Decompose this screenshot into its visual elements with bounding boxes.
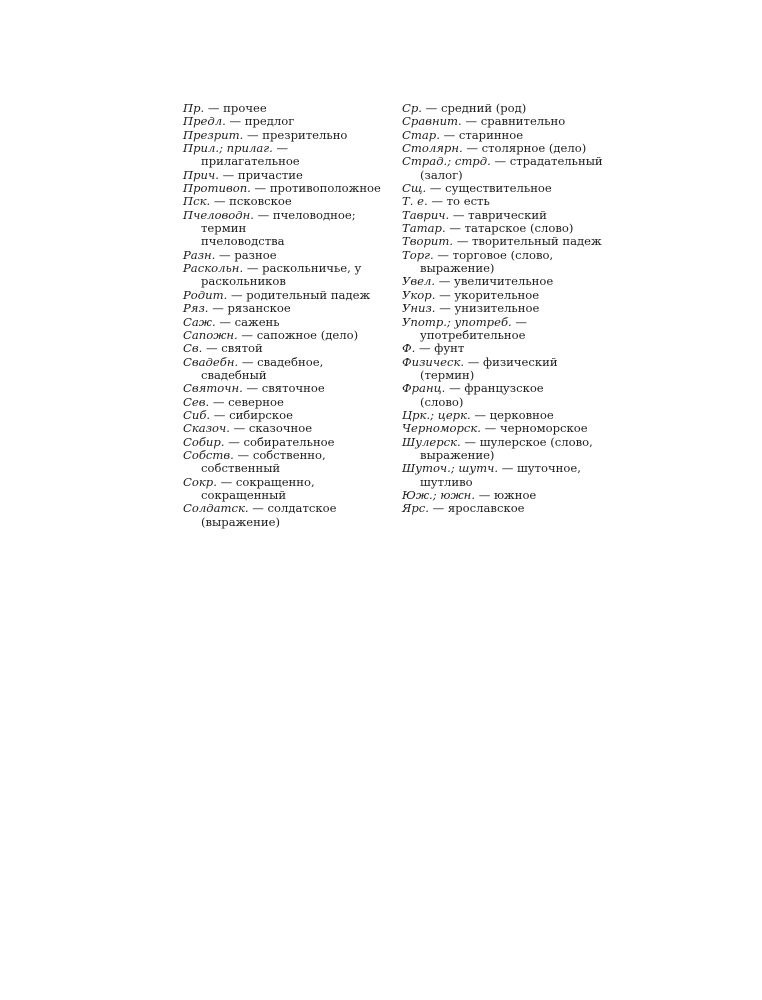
entry-first-line bbox=[183, 316, 388, 329]
entry-continuation-line bbox=[183, 155, 388, 168]
abbreviation-definition: — укорительное bbox=[439, 287, 540, 302]
abbreviation-term: Собир. bbox=[183, 434, 225, 449]
entry-first-line bbox=[402, 182, 602, 195]
abbreviation-definition: — предлог bbox=[229, 114, 295, 129]
abbreviation-entry bbox=[402, 342, 602, 355]
abbreviation-term: Ярс. bbox=[402, 501, 429, 516]
entry-continuation-line bbox=[402, 262, 602, 275]
abbreviation-definition: — существительное bbox=[429, 181, 552, 196]
abbreviation-term: Пск. bbox=[183, 194, 211, 209]
abbreviation-definition: — торговое (слово, bbox=[437, 247, 554, 262]
abbreviation-definition: — то есть bbox=[431, 194, 490, 209]
abbreviation-term: Сев. bbox=[183, 394, 210, 409]
abbreviation-entry bbox=[183, 249, 388, 262]
abbreviation-definition: — северное bbox=[212, 394, 284, 409]
abbreviation-definition: — страдательный bbox=[494, 154, 603, 169]
abbreviation-entry bbox=[402, 142, 602, 155]
abbreviation-entry bbox=[402, 102, 602, 115]
abbreviation-definition: — таврический bbox=[452, 207, 547, 222]
entry-first-line bbox=[402, 409, 602, 422]
abbreviation-term: Франц. bbox=[402, 381, 446, 396]
entry-continuation-line bbox=[183, 516, 388, 529]
abbreviation-entry bbox=[183, 476, 388, 503]
abbreviation-term: Физическ. bbox=[402, 354, 465, 369]
abbreviation-term: Сказоч. bbox=[183, 421, 230, 436]
abbreviation-definition: — южное bbox=[478, 487, 537, 502]
entry-first-line bbox=[183, 142, 388, 155]
abbreviation-entry bbox=[183, 195, 388, 208]
entry-first-line bbox=[183, 249, 388, 262]
entry-continuation-line bbox=[402, 449, 602, 462]
abbreviation-entry bbox=[183, 302, 388, 315]
abbreviation-entry bbox=[183, 356, 388, 383]
entry-first-line bbox=[183, 209, 388, 222]
entry-first-line bbox=[183, 169, 388, 182]
entry-first-line bbox=[183, 102, 388, 115]
abbreviation-term: Употр.; употреб. bbox=[402, 314, 512, 329]
entry-first-line bbox=[402, 275, 602, 288]
abbreviation-term: Ф. bbox=[402, 341, 416, 356]
abbreviation-definition: — презрительно bbox=[246, 127, 348, 142]
entry-first-line bbox=[183, 342, 388, 355]
abbreviation-term: Пр. bbox=[183, 101, 205, 115]
abbreviation-term: Столярн. bbox=[402, 141, 463, 156]
abbreviation-definition: выражение) bbox=[420, 261, 495, 276]
abbreviation-definition: — святой bbox=[206, 341, 263, 356]
entry-continuation-line bbox=[402, 369, 602, 382]
abbreviation-entry bbox=[183, 396, 388, 409]
entry-first-line bbox=[402, 356, 602, 369]
abbreviation-entry bbox=[183, 209, 388, 249]
entry-continuation-line bbox=[183, 275, 388, 288]
abbreviation-entry bbox=[402, 275, 602, 288]
abbreviation-term: Ср. bbox=[402, 101, 422, 115]
abbreviation-entry bbox=[402, 409, 602, 422]
entry-first-line bbox=[183, 476, 388, 489]
abbreviation-definition: — ярославское bbox=[432, 501, 525, 516]
abbreviation-definition: — старинное bbox=[443, 127, 524, 142]
abbreviation-definition: — противоположное bbox=[254, 181, 381, 196]
abbreviation-term: Разн. bbox=[183, 247, 216, 262]
entry-first-line bbox=[402, 489, 602, 502]
abbreviation-term: Униз. bbox=[402, 301, 436, 316]
abbreviation-definition: — родительный падеж bbox=[230, 287, 371, 302]
abbreviation-term: Т. е. bbox=[402, 194, 428, 209]
abbreviation-entry bbox=[402, 422, 602, 435]
abbreviation-term: Прил.; прилаг. bbox=[183, 141, 273, 156]
abbreviation-term: Укор. bbox=[402, 287, 436, 302]
abbreviations-column-right bbox=[402, 102, 602, 516]
abbreviation-definition: — творительный падеж bbox=[456, 234, 602, 249]
abbreviation-entry bbox=[402, 436, 602, 463]
abbreviation-definition: — татарское (слово) bbox=[449, 221, 574, 236]
abbreviation-definition: — псковское bbox=[213, 194, 292, 209]
entry-continuation-line bbox=[183, 235, 388, 248]
abbreviation-term: Черноморск. bbox=[402, 421, 481, 436]
abbreviation-entry bbox=[183, 449, 388, 476]
abbreviation-entry bbox=[402, 195, 602, 208]
abbreviation-term: Солдатск. bbox=[183, 501, 249, 516]
abbreviation-definition: раскольников bbox=[201, 274, 286, 289]
abbreviation-term: Сапожн. bbox=[183, 327, 238, 342]
abbreviation-term: Противоп. bbox=[183, 181, 251, 196]
abbreviation-term: Сокр. bbox=[183, 474, 217, 489]
entry-first-line bbox=[402, 102, 602, 115]
abbreviation-definition: — сибирское bbox=[213, 407, 294, 422]
entry-first-line bbox=[183, 262, 388, 275]
abbreviation-entry bbox=[183, 382, 388, 395]
abbreviation-definition: — свадебное, bbox=[241, 354, 324, 369]
abbreviation-definition: — причастие bbox=[222, 167, 303, 182]
abbreviation-entry bbox=[183, 422, 388, 435]
abbreviation-definition: — столярное (дело) bbox=[466, 141, 587, 156]
entry-first-line bbox=[402, 129, 602, 142]
entry-first-line bbox=[183, 396, 388, 409]
abbreviation-definition: — пчеловодное; bbox=[257, 207, 356, 222]
abbreviation-definition: — шуточное, bbox=[501, 461, 581, 476]
abbreviation-term: Св. bbox=[183, 341, 203, 356]
abbreviation-definition: (термин) bbox=[420, 367, 475, 382]
entry-continuation-line bbox=[402, 329, 602, 342]
abbreviation-entry bbox=[402, 249, 602, 276]
abbreviation-definition: термин bbox=[201, 221, 247, 236]
abbreviation-definition: — bbox=[515, 314, 528, 329]
abbreviation-entry bbox=[183, 289, 388, 302]
abbreviation-definition: — черноморское bbox=[484, 421, 588, 436]
abbreviation-entry bbox=[183, 316, 388, 329]
entry-continuation-line bbox=[402, 396, 602, 409]
entry-continuation-line bbox=[183, 489, 388, 502]
abbreviation-term: Пчеловодн. bbox=[183, 207, 254, 222]
entry-continuation-line bbox=[402, 476, 602, 489]
abbreviation-definition: прилагательное bbox=[201, 154, 300, 169]
abbreviation-term: Собств. bbox=[183, 447, 234, 462]
abbreviation-term: Родит. bbox=[183, 287, 228, 302]
entry-first-line bbox=[183, 302, 388, 315]
abbreviation-entry bbox=[183, 329, 388, 342]
abbreviation-definition: (залог) bbox=[420, 167, 463, 182]
entry-first-line bbox=[183, 182, 388, 195]
entry-first-line bbox=[402, 316, 602, 329]
entry-first-line bbox=[402, 155, 602, 168]
abbreviation-term: Сиб. bbox=[183, 407, 211, 422]
abbreviation-definition: выражение) bbox=[420, 447, 495, 462]
abbreviation-entry bbox=[402, 302, 602, 315]
abbreviation-entry bbox=[183, 502, 388, 529]
abbreviation-term: Татар. bbox=[402, 221, 446, 236]
abbreviation-definition: — французское bbox=[449, 381, 544, 396]
abbreviation-definition: — унизительное bbox=[439, 301, 540, 316]
abbreviation-entry bbox=[183, 129, 388, 142]
abbreviation-term: Страд.; стрд. bbox=[402, 154, 491, 169]
abbreviation-term: Црк.; церк. bbox=[402, 407, 471, 422]
abbreviation-entry bbox=[402, 316, 602, 343]
abbreviation-definition: — шулерское (слово, bbox=[464, 434, 593, 449]
entry-first-line bbox=[402, 209, 602, 222]
abbreviation-definition: (выражение) bbox=[201, 514, 280, 529]
abbreviation-definition: — церковное bbox=[474, 407, 554, 422]
entry-first-line bbox=[402, 235, 602, 248]
entry-first-line bbox=[183, 356, 388, 369]
abbreviation-term: Таврич. bbox=[402, 207, 450, 222]
abbreviation-definition: собственный bbox=[201, 461, 281, 476]
abbreviation-entry bbox=[183, 342, 388, 355]
abbreviation-definition: — собственно, bbox=[237, 447, 326, 462]
abbreviation-definition: — средний (род) bbox=[425, 101, 527, 115]
abbreviation-term: Сщ. bbox=[402, 181, 427, 196]
abbreviation-term: Сравнит. bbox=[402, 114, 462, 129]
abbreviation-term: Юж.; южн. bbox=[402, 487, 475, 502]
abbreviations-column-left bbox=[183, 102, 388, 529]
abbreviation-term: Раскольн. bbox=[183, 261, 244, 276]
abbreviation-entry bbox=[183, 115, 388, 128]
abbreviation-entry bbox=[402, 289, 602, 302]
abbreviation-entry bbox=[183, 436, 388, 449]
abbreviation-entry bbox=[402, 129, 602, 142]
abbreviation-definition: — раскольничье, у bbox=[246, 261, 362, 276]
abbreviation-term: Предл. bbox=[183, 114, 226, 129]
abbreviation-definition: — bbox=[276, 141, 289, 156]
abbreviation-entry bbox=[402, 182, 602, 195]
abbreviation-entry bbox=[402, 222, 602, 235]
abbreviation-entry bbox=[402, 209, 602, 222]
entry-continuation-line bbox=[183, 222, 388, 235]
abbreviation-term: Прич. bbox=[183, 167, 219, 182]
abbreviation-term: Шуточ.; шутч. bbox=[402, 461, 499, 476]
abbreviation-definition: — сапожное (дело) bbox=[241, 327, 359, 342]
abbreviation-term: Святочн. bbox=[183, 381, 243, 396]
abbreviation-entry bbox=[183, 102, 388, 115]
abbreviation-entry bbox=[183, 262, 388, 289]
entry-first-line bbox=[402, 115, 602, 128]
abbreviation-entry bbox=[402, 235, 602, 248]
abbreviation-definition: свадебный bbox=[201, 367, 267, 382]
entry-first-line bbox=[402, 302, 602, 315]
abbreviation-definition: — фунт bbox=[419, 341, 465, 356]
entry-first-line bbox=[402, 502, 602, 515]
abbreviation-definition: — рязанское bbox=[212, 301, 291, 316]
abbreviation-definition: употребительное bbox=[420, 327, 526, 342]
entry-first-line bbox=[402, 342, 602, 355]
abbreviation-entry bbox=[183, 409, 388, 422]
abbreviation-entry bbox=[402, 356, 602, 383]
entry-first-line bbox=[183, 129, 388, 142]
abbreviation-definition: — собирательное bbox=[228, 434, 335, 449]
entry-first-line bbox=[402, 382, 602, 395]
entry-first-line bbox=[402, 462, 602, 475]
abbreviation-entry bbox=[402, 502, 602, 515]
abbreviation-definition: — разное bbox=[219, 247, 277, 262]
entry-continuation-line bbox=[183, 369, 388, 382]
abbreviation-term: Стар. bbox=[402, 127, 440, 142]
abbreviation-term: Увел. bbox=[402, 274, 436, 289]
abbreviation-term: Ряз. bbox=[183, 301, 209, 316]
abbreviation-definition: — солдатское bbox=[252, 501, 337, 516]
entry-first-line bbox=[402, 422, 602, 435]
entry-first-line bbox=[183, 449, 388, 462]
entry-continuation-line bbox=[183, 462, 388, 475]
abbreviation-term: Творит. bbox=[402, 234, 454, 249]
entry-first-line bbox=[402, 142, 602, 155]
entry-first-line bbox=[402, 289, 602, 302]
entry-first-line bbox=[183, 502, 388, 515]
abbreviation-definition: — увеличительное bbox=[438, 274, 554, 289]
abbreviation-definition: пчеловодства bbox=[201, 234, 285, 249]
abbreviation-definition: сокращенный bbox=[201, 487, 287, 502]
entry-first-line bbox=[402, 222, 602, 235]
abbreviation-term: Саж. bbox=[183, 314, 216, 329]
abbreviation-entry bbox=[402, 489, 602, 502]
entry-first-line bbox=[183, 422, 388, 435]
abbreviation-definition: — сажень bbox=[219, 314, 280, 329]
abbreviation-entry bbox=[183, 182, 388, 195]
entry-first-line bbox=[402, 436, 602, 449]
entry-first-line bbox=[183, 289, 388, 302]
abbreviation-term: Торг. bbox=[402, 247, 434, 262]
abbreviation-definition: — сокращенно, bbox=[220, 474, 315, 489]
abbreviation-definition: — святочное bbox=[246, 381, 325, 396]
entry-first-line bbox=[183, 382, 388, 395]
abbreviation-definition: (слово) bbox=[420, 394, 464, 409]
abbreviation-entry bbox=[183, 142, 388, 169]
entry-first-line bbox=[183, 329, 388, 342]
entry-continuation-line bbox=[402, 169, 602, 182]
entry-first-line bbox=[183, 409, 388, 422]
entry-first-line bbox=[402, 195, 602, 208]
abbreviation-term: Свадебн. bbox=[183, 354, 239, 369]
abbreviation-definition: шутливо bbox=[420, 474, 473, 489]
abbreviation-term: Презрит. bbox=[183, 127, 244, 142]
abbreviation-entry bbox=[402, 462, 602, 489]
entry-first-line bbox=[183, 115, 388, 128]
abbreviation-term: Шулерск. bbox=[402, 434, 461, 449]
abbreviation-definition: — прочее bbox=[207, 101, 267, 115]
entry-first-line bbox=[402, 249, 602, 262]
abbreviation-definition: — физический bbox=[467, 354, 558, 369]
abbreviation-entry bbox=[402, 155, 602, 182]
abbreviation-entry bbox=[402, 382, 602, 409]
abbreviation-entry bbox=[183, 169, 388, 182]
abbreviation-definition: — сказочное bbox=[233, 421, 313, 436]
abbreviation-definition: — сравнительно bbox=[465, 114, 566, 129]
entry-first-line bbox=[183, 436, 388, 449]
abbreviation-entry bbox=[402, 115, 602, 128]
entry-first-line bbox=[183, 195, 388, 208]
